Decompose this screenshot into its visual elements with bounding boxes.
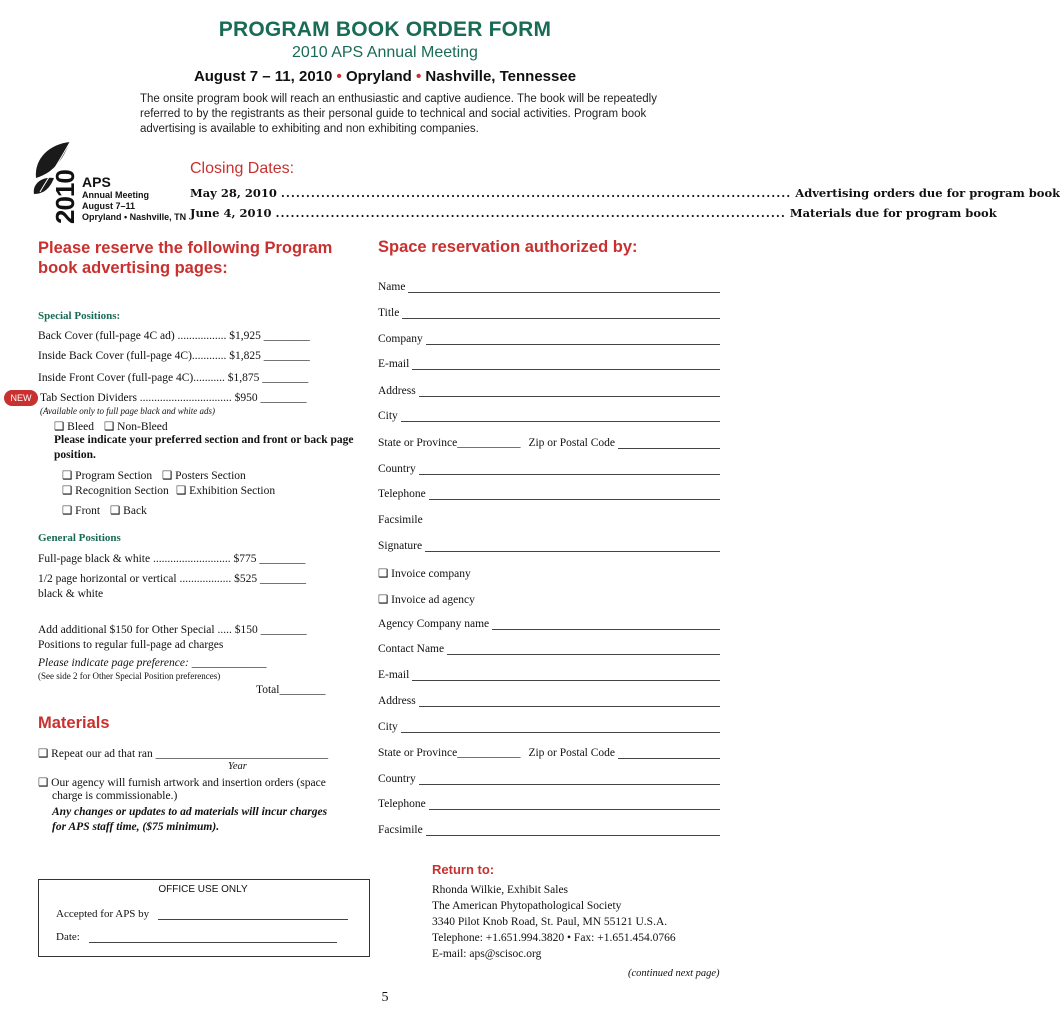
general-position-line[interactable]: 1/2 page horizontal or vertical .................. $525 ________ bbox=[38, 573, 306, 585]
return-email[interactable]: E-mail: aps@scisoc.org bbox=[432, 948, 542, 960]
field-line[interactable] bbox=[412, 359, 720, 370]
meeting-dates-line bbox=[0, 68, 770, 85]
special-position-line[interactable]: Tab Section Dividers ................................ $950 ________ bbox=[40, 392, 307, 404]
field-line[interactable] bbox=[419, 774, 720, 785]
form-title: PROGRAM BOOK ORDER FORM bbox=[218, 18, 552, 41]
office-use-title: OFFICE USE ONLY bbox=[158, 884, 248, 895]
bullet: • bbox=[415, 68, 422, 85]
front-option[interactable]: ❑ Front bbox=[62, 505, 101, 517]
title-field[interactable] bbox=[378, 307, 720, 319]
bleed-option[interactable]: ❑ Bleed bbox=[54, 421, 95, 433]
field-line[interactable] bbox=[426, 825, 720, 836]
special-positions-label: Special Positions: bbox=[38, 310, 121, 322]
field-label: Facsimile bbox=[378, 824, 423, 836]
section-option[interactable]: ❑ Exhibition Section bbox=[176, 485, 276, 497]
field-label: Country bbox=[378, 463, 416, 475]
agency-telephone-field[interactable] bbox=[378, 798, 720, 810]
agency-state-zip-field[interactable] bbox=[378, 747, 720, 759]
repeat-ad-option[interactable]: ❑ Repeat our ad that ran ______________________________ bbox=[38, 748, 329, 760]
field-label: Facsimile bbox=[378, 514, 423, 526]
field-line[interactable] bbox=[419, 464, 720, 475]
tab-note: (Available only to full page black and white ads) bbox=[40, 406, 215, 416]
agency-city-field[interactable] bbox=[378, 721, 720, 733]
field-label: Contact Name bbox=[378, 643, 445, 655]
section-option[interactable]: ❑ Program Section bbox=[62, 470, 153, 482]
nonbleed-option[interactable]: ❑ Non-Bleed bbox=[104, 421, 168, 433]
furnish-option-cont: charge is commissionable.) bbox=[52, 790, 178, 802]
return-address-line: Rhonda Wilkie, Exhibit Sales bbox=[432, 884, 569, 896]
address-field[interactable] bbox=[378, 385, 720, 397]
special-position-line[interactable]: Inside Front Cover (full-page 4C)........... $1,875 ________ bbox=[38, 372, 309, 384]
telephone-field[interactable] bbox=[378, 488, 720, 500]
invoice-company-option[interactable]: ❑ Invoice company bbox=[378, 568, 471, 580]
section-option[interactable]: ❑ Recognition Section bbox=[62, 485, 169, 497]
closing-date: June 4, 2010 bbox=[190, 206, 272, 220]
field-line[interactable] bbox=[401, 411, 720, 422]
year-label: Year bbox=[228, 761, 247, 772]
field-label: Company bbox=[378, 333, 423, 345]
field-line[interactable] bbox=[401, 722, 720, 733]
meeting-dates: August 7 – 11, 2010 bbox=[193, 68, 333, 85]
general-positions-label: General Positions bbox=[38, 532, 121, 544]
field-label: State or Province bbox=[378, 747, 458, 759]
city-field[interactable] bbox=[378, 410, 720, 422]
field-label: Zip or Postal Code bbox=[528, 747, 616, 759]
field-line[interactable] bbox=[429, 799, 720, 810]
field-label: Name bbox=[378, 281, 406, 293]
signature-field[interactable] bbox=[378, 540, 720, 552]
name-field[interactable] bbox=[378, 281, 720, 293]
indicate-note: Please indicate your preferred section and front or back page position. bbox=[54, 434, 354, 461]
field-label: Telephone bbox=[378, 798, 426, 810]
leader-dots: ...................................................................................................... bbox=[275, 206, 786, 220]
authorized-heading: Space reservation authorized by: bbox=[378, 238, 638, 256]
contact-name-field[interactable] bbox=[378, 643, 720, 655]
field-line[interactable] bbox=[408, 282, 720, 293]
field-label: E-mail bbox=[378, 669, 410, 681]
state-blank[interactable]: ___________ bbox=[457, 437, 521, 449]
closing-dates-heading: Closing Dates: bbox=[190, 160, 295, 177]
furnish-option[interactable]: ❑ Our agency will furnish artwork and insertion orders (space bbox=[38, 777, 326, 789]
field-line[interactable] bbox=[426, 516, 720, 526]
invoice-agency-option[interactable]: ❑ Invoice ad agency bbox=[378, 594, 475, 606]
logo-brand: APS bbox=[82, 174, 111, 190]
state-blank[interactable]: ___________ bbox=[457, 747, 521, 759]
company-field[interactable] bbox=[378, 333, 720, 345]
date-line[interactable] bbox=[89, 942, 337, 943]
field-label: Telephone bbox=[378, 488, 426, 500]
logo-line3: Opryland • Nashville, TN bbox=[82, 212, 187, 222]
field-line[interactable] bbox=[412, 670, 720, 681]
field-label: E-mail bbox=[378, 358, 410, 370]
accepted-field[interactable] bbox=[56, 908, 348, 920]
bullet: • bbox=[336, 68, 342, 85]
materials-note: for APS staff time, ($75 minimum). bbox=[52, 821, 220, 833]
email-field[interactable] bbox=[378, 358, 720, 370]
facsimile-field[interactable] bbox=[378, 514, 720, 526]
materials-heading: Materials bbox=[38, 714, 110, 732]
return-address-line: The American Phytopathological Society bbox=[432, 900, 622, 912]
field-line[interactable] bbox=[429, 489, 720, 500]
add-special-line: Positions to regular full-page ad charges bbox=[38, 639, 224, 651]
page-preference[interactable]: Please indicate page preference: _____________ bbox=[38, 657, 267, 669]
field-line[interactable] bbox=[402, 308, 720, 319]
field-label: Address bbox=[378, 385, 416, 397]
general-position-line: black & white bbox=[38, 588, 104, 600]
field-line[interactable] bbox=[618, 438, 720, 449]
field-label: Zip or Postal Code bbox=[528, 437, 616, 449]
return-address-line: Telephone: +1.651.994.3820 • Fax: +1.651.454.0766 bbox=[432, 932, 676, 944]
return-address-line: 3340 Pilot Knob Road, St. Paul, MN 55121 U.S.A. bbox=[432, 916, 668, 928]
special-position-line[interactable]: Inside Back Cover (full-page 4C)............ $1,825 ________ bbox=[38, 350, 310, 362]
logo-line2: August 7–11 bbox=[82, 201, 136, 211]
reserve-heading: Please reserve the following Program book advertising pages: bbox=[38, 239, 333, 277]
agency-facsimile-field[interactable] bbox=[378, 824, 720, 836]
field-label: Country bbox=[378, 773, 416, 785]
closing-date-row bbox=[190, 186, 1060, 200]
meeting-city: Nashville, Tennessee bbox=[425, 68, 577, 85]
agency-company-field[interactable] bbox=[378, 618, 720, 630]
materials-note: Any changes or updates to ad materials will incur charges bbox=[52, 806, 328, 818]
date-field[interactable] bbox=[56, 931, 337, 943]
back-option[interactable]: ❑ Back bbox=[110, 505, 147, 517]
field-label: Address bbox=[378, 695, 416, 707]
return-heading: Return to: bbox=[432, 862, 495, 877]
field-line[interactable] bbox=[492, 619, 720, 630]
section-option[interactable]: ❑ Posters Section bbox=[162, 470, 246, 482]
closing-date-text: Materials due for program book bbox=[789, 206, 997, 220]
logo-year: 2010 bbox=[50, 170, 80, 224]
general-position-line[interactable]: Full-page black & white ........................... $775 ________ bbox=[38, 553, 306, 565]
field-label: State or Province bbox=[378, 437, 458, 449]
field-line[interactable] bbox=[426, 334, 720, 345]
meeting-subtitle: 2010 APS Annual Meeting bbox=[292, 44, 478, 61]
agency-address-field[interactable] bbox=[378, 695, 720, 707]
meeting-venue: Opryland bbox=[345, 68, 412, 85]
country-field[interactable] bbox=[378, 463, 720, 475]
see-side-note: (See side 2 for Other Special Position preferences) bbox=[38, 671, 221, 681]
field-label: City bbox=[378, 410, 398, 422]
field-line[interactable] bbox=[618, 748, 720, 759]
field-label: Signature bbox=[378, 540, 423, 552]
add-special-line[interactable]: Add additional $150 for Other Special ..... $150 ________ bbox=[38, 624, 307, 636]
agency-email-field[interactable] bbox=[378, 669, 720, 681]
accepted-label: Accepted for APS by bbox=[56, 908, 150, 920]
state-zip-field[interactable] bbox=[378, 437, 720, 449]
new-badge: NEW bbox=[4, 390, 38, 406]
page-number: 5 bbox=[381, 990, 389, 1005]
logo-line1: Annual Meeting bbox=[82, 190, 149, 200]
special-position-line[interactable]: Back Cover (full-page 4C ad) ................. $1,925 ________ bbox=[38, 330, 310, 342]
field-label: City bbox=[378, 721, 398, 733]
closing-date: May 28, 2010 bbox=[190, 186, 277, 200]
field-line[interactable] bbox=[419, 696, 720, 707]
accepted-line[interactable] bbox=[158, 919, 348, 920]
continued-note: (continued next page) bbox=[628, 968, 720, 979]
field-line[interactable] bbox=[447, 644, 720, 655]
date-label: Date: bbox=[56, 931, 80, 943]
field-line[interactable] bbox=[419, 386, 720, 397]
total-field[interactable]: Total________ bbox=[256, 684, 326, 696]
agency-country-field[interactable] bbox=[378, 773, 720, 785]
closing-date-text: Advertising orders due for program book bbox=[795, 186, 1060, 200]
field-line[interactable] bbox=[425, 541, 720, 552]
leader-dots: ...................................................................................................... bbox=[280, 186, 792, 200]
aps-logo bbox=[30, 138, 187, 228]
field-label: Agency Company name bbox=[378, 618, 490, 630]
intro-paragraph: The onsite program book will reach an enthusiastic and captive audience. The book will be repeatedly referred to by the registrants as their personal guide to technical and social activities. Program book advertising is available to exhibiting and non exhibiting companies. bbox=[140, 93, 657, 135]
field-label: Title bbox=[378, 307, 400, 319]
closing-date-row bbox=[190, 206, 997, 220]
